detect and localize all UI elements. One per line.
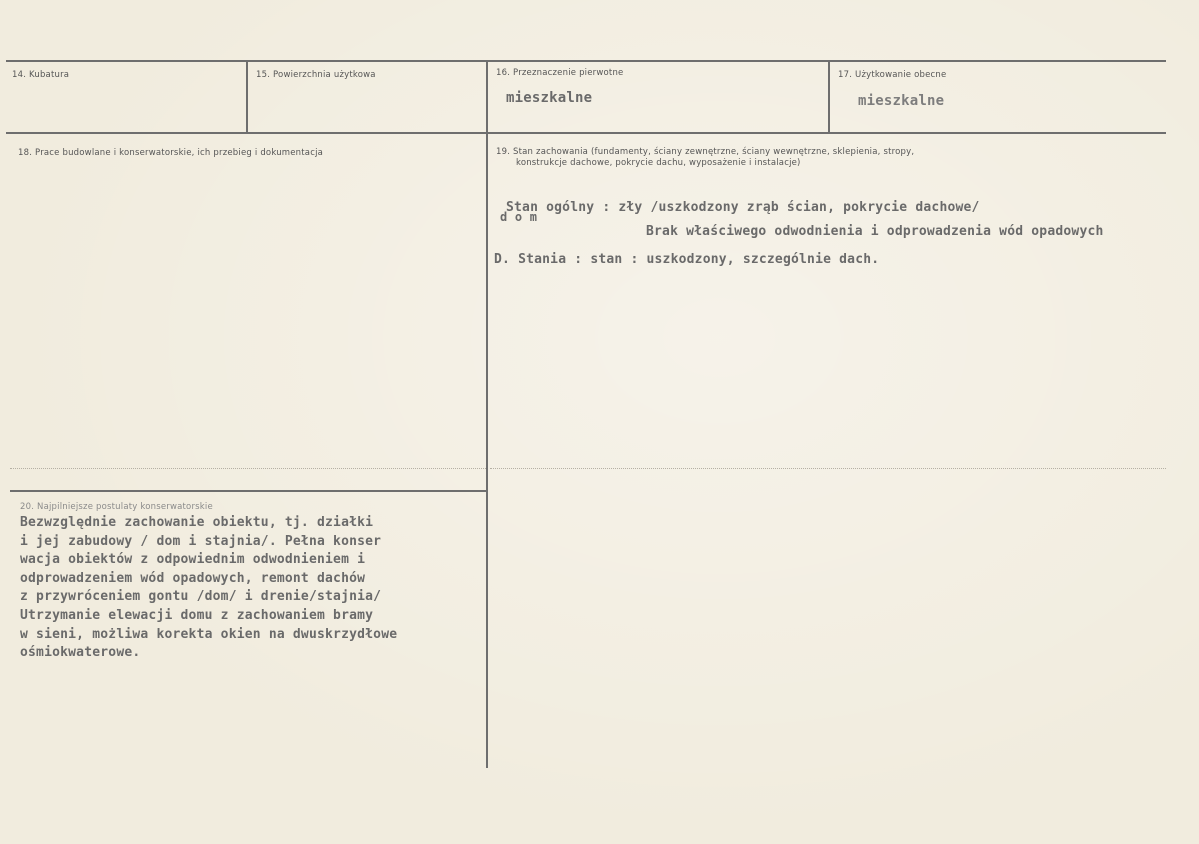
faint-rule-left [10,468,486,469]
divider-14-15 [246,62,248,132]
field-20-label: 20. Najpilniejsze postulaty konserwatorskie [20,502,213,512]
field-19-label-line2: konstrukcje dachowe, pokrycie dachu, wyposażenie i instalacje) [516,158,801,168]
divider-15-16 [486,62,488,768]
postulate-line: odprowadzeniem wód opadowych, remont dachów [20,570,366,586]
postulate-line: Bezwzględnie zachowanie obiektu, tj. działki [20,515,374,530]
postulates-text [20,514,397,663]
postulate-line: i jej zabudowy / dom i stajnia/. Pełna konser [20,533,382,549]
field-16-value: mieszkalne [506,90,593,106]
field-15-label: 15. Powierzchnia użytkowa [256,70,376,80]
top-rule [6,60,1166,62]
field-17-value: mieszkalne [858,93,945,109]
postulate-line: ośmiokwaterowe. [20,645,141,661]
section-20-rule [10,490,486,492]
divider-16-17 [828,62,830,132]
middle-rule [6,132,1166,134]
faint-rule-right [490,468,1166,469]
field-16-label: 16. Przeznaczenie pierwotne [496,68,624,78]
postulate-line: z przywróceniem gontu /dom/ i drenie/stajnia/ [20,589,382,605]
field-17-label: 17. Użytkowanie obecne [838,70,947,80]
field-18-label: 18. Prace budowlane i konserwatorskie, ich przebieg i dokumentacja [18,148,324,158]
state-line-2: Brak właściwego odwodnienia i odprowadzenia wód opadowych [646,224,1104,239]
state-line-3: D. Stania : stan : uszkodzony, szczególnie dach. [494,252,880,267]
state-line-1-subscript: d o m [500,210,538,224]
field-19-label-line1: 19. Stan zachowania (fundamenty, ściany zewnętrzne, ściany wewnętrzne, sklepienia, stropy, [496,147,915,157]
postulate-line: wacja obiektów z odpowiednim odwodnieniem i [20,552,366,568]
state-line-1: Stan ogólny : zły /uszkodzony zrąb ścian, pokrycie dachowe/ [506,200,980,215]
postulate-line: Utrzymanie elewacji domu z zachowaniem bramy [20,607,374,623]
postulate-line: w sieni, możliwa korekta okien na dwuskrzydłowe [20,626,398,642]
field-14-label: 14. Kubatura [12,70,70,80]
